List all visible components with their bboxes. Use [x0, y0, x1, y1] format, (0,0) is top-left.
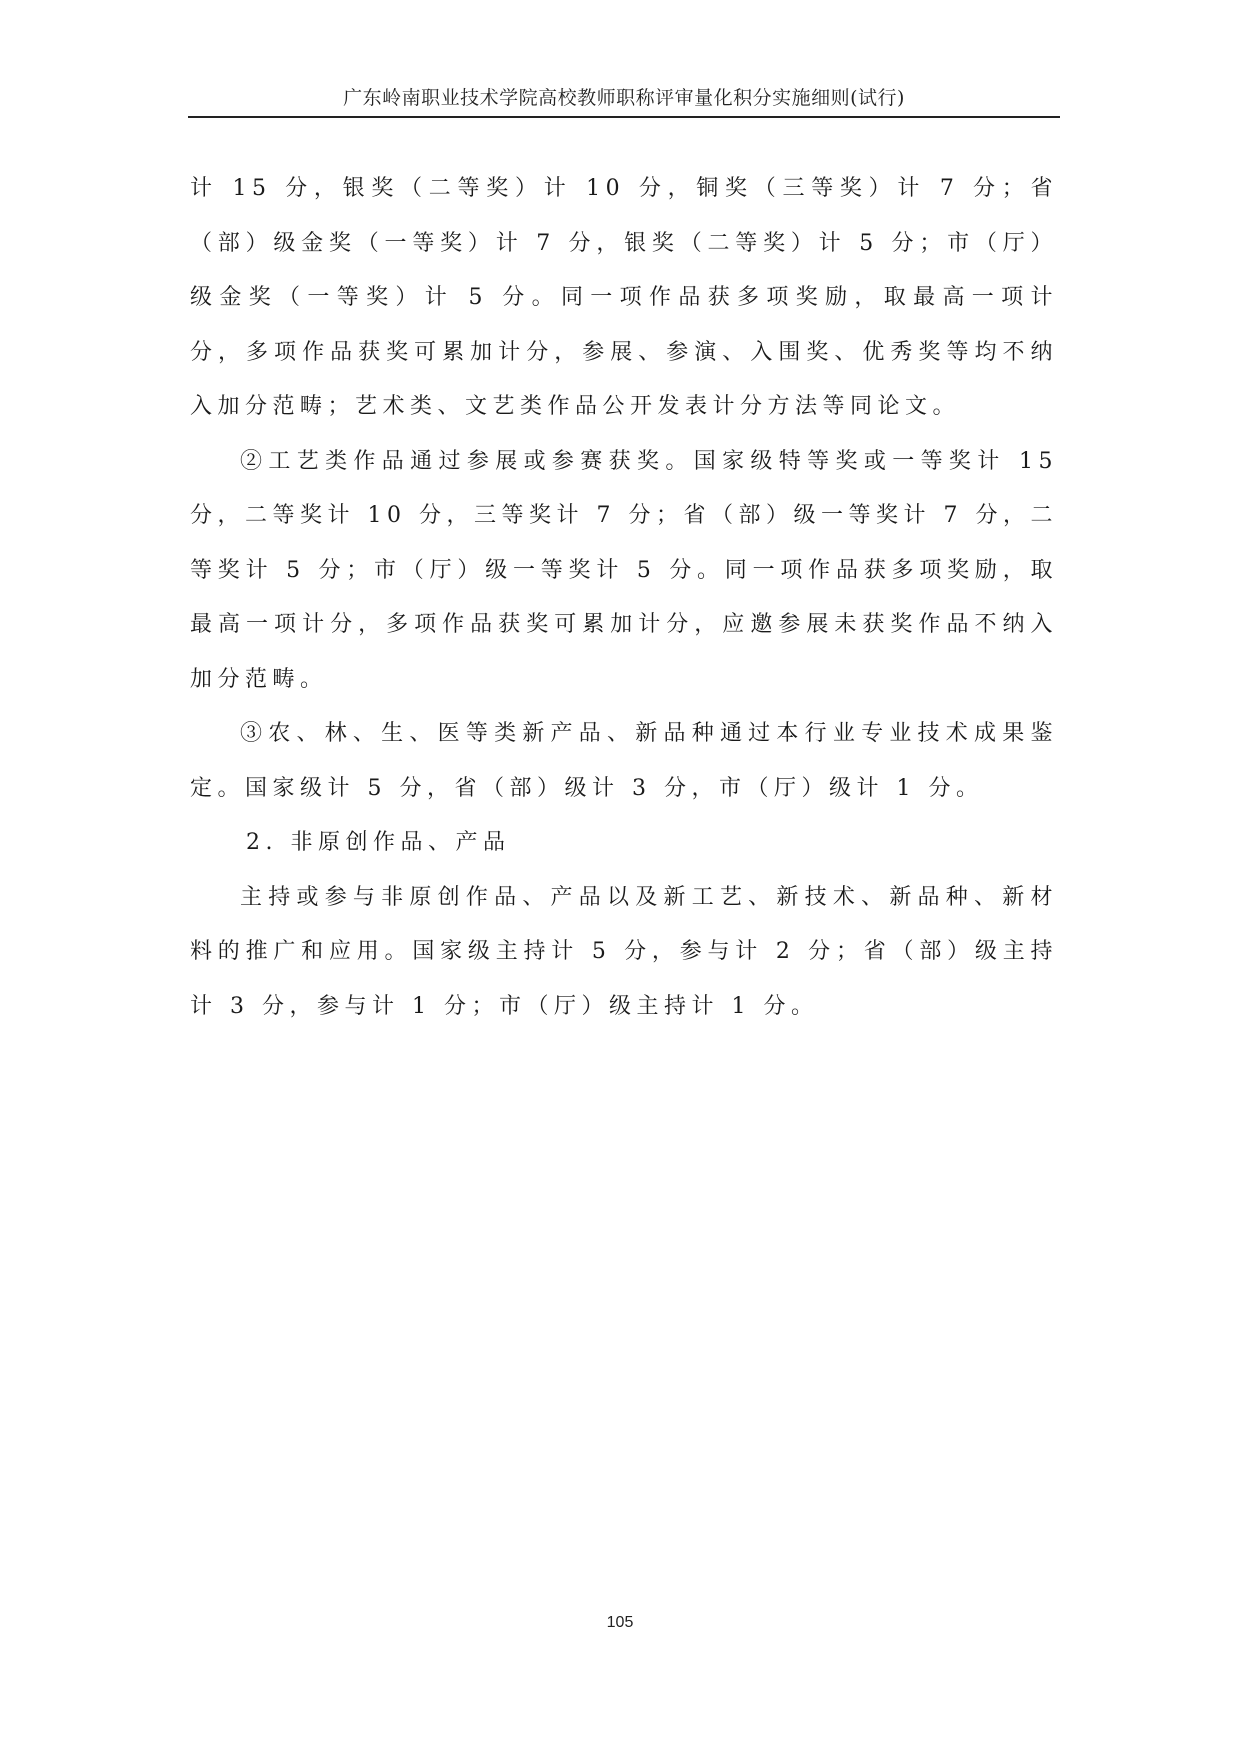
- paragraph-awards-continued: 计 15 分，银奖（二等奖）计 10 分，铜奖（三等奖）计 7 分；省（部）级金奖（一等奖）计 7 分，银奖（二等奖）计 5 分；市（厅）级金奖（一等奖）计 5 分。同一项作品获多项奖励，取最高一项计分，多项作品获奖可累加计分，参展、参演、入围奖、优秀奖等均不纳入加分范畴；艺术类、文艺类作品公开发表计分方法等同论文。: [190, 176, 1058, 419]
- header-rule: [188, 116, 1060, 118]
- section-heading-non-original: 2. 非原创作品、产品: [246, 830, 511, 855]
- paragraph-new-products: ③农、林、生、医等类新产品、新品种通过本行业专业技术成果鉴定。国家级计 5 分，省（部）级计 3 分，市（厅）级计 1 分。: [190, 721, 1058, 801]
- paragraph-non-original: 主持或参与非原创作品、产品以及新工艺、新技术、新品种、新材料的推广和应用。国家级主持计 5 分，参与计 2 分；省（部）级主持计 3 分，参与计 1 分；市（厅）级主持计 1 分。: [190, 884, 1058, 1019]
- body-text: [190, 162, 1058, 1034]
- paragraph-craft-works: ②工艺类作品通过参展或参赛获奖。国家级特等奖或一等奖计 15 分，二等奖计 10 分，三等奖计 7 分；省（部）级一等奖计 7 分，二等奖计 5 分；市（厅）级一等奖计 5 分。同一项作品获多项奖励，取最高一项计分，多项作品获奖可累加计分，应邀参展未获奖作品不纳入加分范畴。: [190, 448, 1058, 692]
- page-number: 105: [606, 1614, 634, 1631]
- running-header: 广东岭南职业技术学院高校教师职称评审量化积分实施细则(试行): [343, 87, 905, 109]
